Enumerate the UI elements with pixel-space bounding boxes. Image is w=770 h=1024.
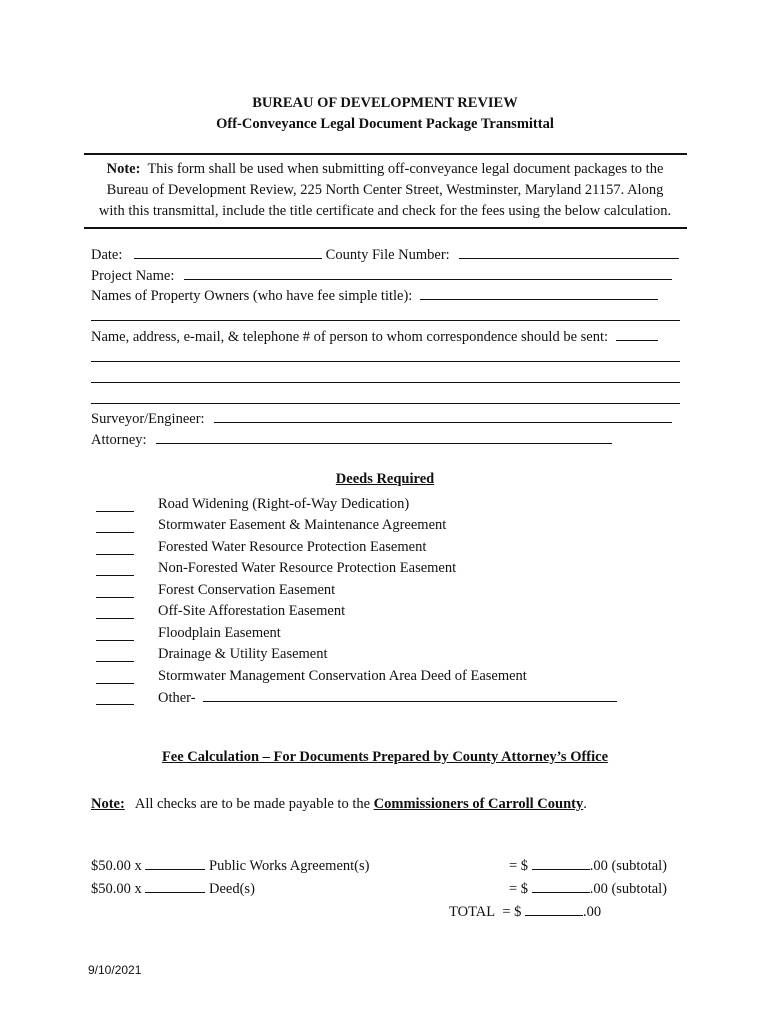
fee-quantity-blank[interactable] <box>145 879 205 893</box>
correspondence-blank[interactable] <box>616 327 658 341</box>
footer-date: 9/10/2021 <box>88 963 142 977</box>
deed-checkbox-blank[interactable] <box>96 597 134 598</box>
deed-item: Stormwater Easement & Maintenance Agreement <box>158 517 447 533</box>
fee-row <box>91 856 369 875</box>
deed-item: Stormwater Management Conservation Area Deed of Easement <box>158 668 527 684</box>
fee-equals: = $ <box>509 858 529 874</box>
fee-subtotal-blank[interactable] <box>532 879 590 893</box>
deed-checkbox-blank[interactable] <box>96 661 134 662</box>
note-line-1 <box>0 160 770 178</box>
county-file-number-blank[interactable] <box>459 245 679 259</box>
correspondence-blank-3[interactable] <box>91 382 680 383</box>
note-line-2: Bureau of Development Review, 225 North Center Street, Westminster, Maryland 21157. Along <box>106 182 664 198</box>
deed-item: Off-Site Afforestation Easement <box>158 603 346 619</box>
deed-checkbox-blank[interactable] <box>96 704 134 705</box>
surveyor-label: Surveyor/Engineer: <box>91 411 205 427</box>
attorney-label: Attorney: <box>91 432 147 448</box>
fee-subtotal-suffix: .00 (subtotal) <box>589 858 668 874</box>
surveyor-row <box>91 409 672 428</box>
surveyor-blank[interactable] <box>214 409 672 423</box>
date-blank[interactable] <box>134 245 322 259</box>
deed-checkbox-blank[interactable] <box>96 683 134 684</box>
correspondence-label: Name, address, e-mail, & telephone # of person to whom correspondence should be sent: <box>91 329 609 345</box>
property-owners-blank-2[interactable] <box>91 320 680 321</box>
deed-item: Floodplain Easement <box>158 625 281 641</box>
correspondence-row <box>91 327 658 346</box>
deed-checkbox-blank[interactable] <box>96 554 134 555</box>
other-deed-blank[interactable] <box>203 688 617 702</box>
fee-price: $50.00 x <box>91 881 142 897</box>
fee-row <box>91 879 255 898</box>
top-divider <box>84 153 687 155</box>
deed-item: Forest Conservation Easement <box>158 582 336 598</box>
project-name-row <box>91 266 672 285</box>
property-owners-label: Names of Property Owners (who have fee simple title): <box>91 288 413 304</box>
deed-checkbox-blank[interactable] <box>96 575 134 576</box>
total-label: TOTAL <box>449 904 496 920</box>
fee-equals: = $ <box>509 881 529 897</box>
fee-item: Deed(s) <box>209 881 255 897</box>
deed-item-other <box>158 688 617 707</box>
date-label: Date: <box>91 247 123 263</box>
total-blank[interactable] <box>525 902 583 916</box>
page-subtitle: Off-Conveyance Legal Document Package Transmittal <box>216 116 554 132</box>
deed-item: Drainage & Utility Easement <box>158 646 328 662</box>
fee-note <box>91 795 587 813</box>
project-name-blank[interactable] <box>184 266 672 280</box>
correspondence-blank-4[interactable] <box>91 403 680 404</box>
total-equals: = $ <box>502 904 522 920</box>
note-label: Note: <box>106 161 141 177</box>
attorney-row <box>91 430 612 449</box>
fee-subtotal <box>509 879 667 898</box>
deeds-heading: Deeds Required <box>335 471 435 487</box>
deed-checkbox-blank[interactable] <box>96 640 134 641</box>
fee-total <box>449 902 601 921</box>
note-line-3: with this transmittal, include the title certificate and check for the fees using the below calculation. <box>98 203 672 219</box>
fee-subtotal-blank[interactable] <box>532 856 590 870</box>
total-suffix: .00 <box>583 904 602 920</box>
deed-checkbox-blank[interactable] <box>96 511 134 512</box>
fee-note-period: . <box>583 796 587 812</box>
fee-subtotal <box>509 856 667 875</box>
page-title: BUREAU OF DEVELOPMENT REVIEW <box>252 95 518 111</box>
fee-heading: Fee Calculation – For Documents Prepared by County Attorney’s Office <box>161 749 609 765</box>
deed-item: Road Widening (Right-of-Way Dedication) <box>158 496 410 512</box>
fee-subtotal-suffix: .00 (subtotal) <box>589 881 668 897</box>
fee-note-label: Note: <box>91 796 125 812</box>
correspondence-blank-2[interactable] <box>91 361 680 362</box>
attorney-blank[interactable] <box>156 430 612 444</box>
project-name-label: Project Name: <box>91 268 175 284</box>
deed-item: Forested Water Resource Protection Easement <box>158 539 427 555</box>
bottom-divider <box>84 227 687 229</box>
deed-checkbox-blank[interactable] <box>96 618 134 619</box>
deed-item: Non-Forested Water Resource Protection Easement <box>158 560 457 576</box>
property-owners-row <box>91 286 658 305</box>
fee-price: $50.00 x <box>91 858 142 874</box>
fee-note-text: All checks are to be made payable to the <box>134 796 371 812</box>
payee-name: Commissioners of Carroll County <box>373 796 584 812</box>
date-field-row <box>91 245 679 264</box>
fee-quantity-blank[interactable] <box>145 856 205 870</box>
deed-item-other-label: Other- <box>158 690 196 706</box>
fee-item: Public Works Agreement(s) <box>209 858 370 874</box>
deed-checkbox-blank[interactable] <box>96 532 134 533</box>
property-owners-blank[interactable] <box>420 286 658 300</box>
note-text-1: This form shall be used when submitting off-conveyance legal document packages to the <box>147 161 664 177</box>
county-file-number-label: County File Number: <box>325 247 450 263</box>
